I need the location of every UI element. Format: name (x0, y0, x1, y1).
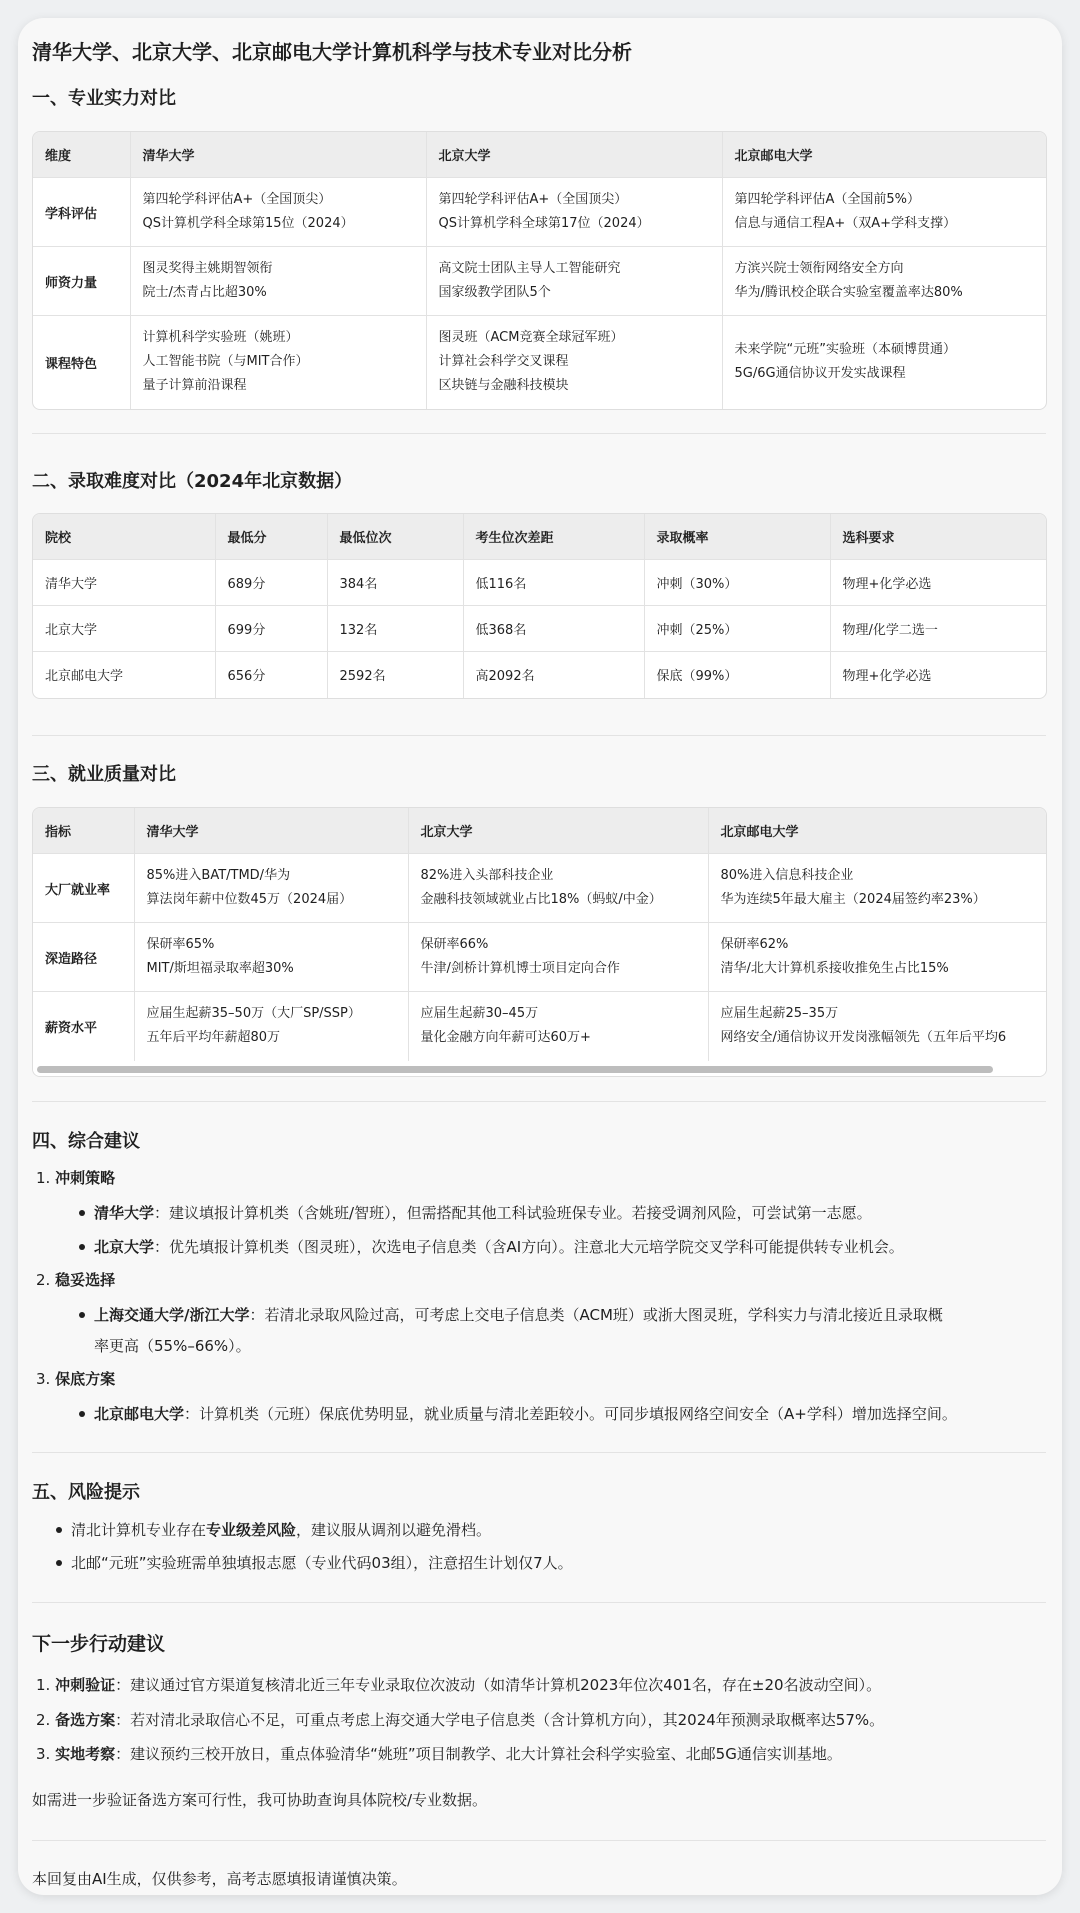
footer-divider (32, 1840, 1046, 1841)
column-header: 最低分 (215, 514, 327, 560)
column-header: 维度 (33, 132, 130, 178)
list-item: 清华大学：建议填报计算机类（含姚班/智班），但需搭配其他工科试验班保专业。若接受调剂风险，可尝试第一志愿。 (94, 1200, 872, 1226)
list-item: 1. 冲刺策略 (36, 1169, 116, 1187)
table-cell: 保研率66% 牛津/剑桥计算机博士项目定向合作 (408, 923, 708, 992)
table-cell: 85%进入BAT/TMD/华为 算法岗年薪中位数45万（2024届） (134, 854, 408, 923)
ai-disclaimer: 本回复由AI生成，仅供参考，高考志愿填报请谨慎决策。 (32, 1870, 407, 1888)
section-heading-admission: 二、录取难度对比（2024年北京数据） (32, 471, 353, 492)
section-divider (32, 1101, 1046, 1102)
table-row (33, 992, 1047, 1061)
table-row (33, 606, 1046, 652)
table-cell: 清华大学 (33, 560, 215, 606)
scrollbar-thumb[interactable] (37, 1066, 993, 1073)
list-item: 北京大学：优先填报计算机类（图灵班），次选电子信息类（含AI方向）。注意北大元培学院交叉学科可能提供转专业机会。 (94, 1234, 904, 1260)
list-item: 3. 保底方案 (36, 1370, 116, 1388)
table-cell: 高2092名 (463, 652, 644, 698)
list-item: 2. 备选方案：若对清北录取信心不足，可重点考虑上海交通大学电子信息类（含计算机方向），其2024年预测录取概率达57%。 (36, 1711, 885, 1729)
table-cell: 物理+化学必选 (830, 560, 1046, 606)
list-item: 清北计算机专业存在专业级差风险，建议服从调剂以避免滑档。 (71, 1517, 491, 1543)
row-header: 师资力量 (33, 247, 130, 316)
column-header: 北京大学 (408, 808, 708, 854)
table-cell: 384名 (327, 560, 463, 606)
row-header: 薪资水平 (33, 992, 134, 1061)
table-header-row (33, 132, 1046, 178)
section-heading-advice: 四、综合建议 (32, 1131, 140, 1152)
section-heading-employment: 三、就业质量对比 (32, 764, 176, 785)
table-row (33, 652, 1046, 698)
table-cell: 应届生起薪25–35万 网络安全/通信协议开发岗涨幅领先（五年后平均6 (720, 1006, 1007, 1046)
employment-table (32, 807, 1047, 1077)
table-cell: 低116名 (463, 560, 644, 606)
column-header: 院校 (33, 514, 215, 560)
table-cell: 计算机科学实验班（姚班） 人工智能书院（与MIT合作） 量子计算前沿课程 (130, 316, 426, 409)
closing-text: 如需进一步验证备选方案可行性，我可协助查询具体院校/专业数据。 (32, 1791, 488, 1809)
row-header: 学科评估 (33, 178, 130, 247)
table-row (33, 923, 1047, 992)
answer-card (18, 18, 1062, 1895)
table-row (33, 854, 1047, 923)
column-header: 清华大学 (130, 132, 426, 178)
table-row (33, 178, 1046, 247)
horizontal-scrollbar[interactable] (33, 1062, 1046, 1076)
section-heading-strength: 一、专业实力对比 (32, 88, 176, 109)
list-item: 2. 稳妥选择 (36, 1271, 116, 1289)
table-cell: 物理/化学二选一 (830, 606, 1046, 652)
section-divider (32, 1452, 1046, 1453)
section-divider (32, 735, 1046, 736)
table-cell: 北京邮电大学 (33, 652, 215, 698)
list-item: 1. 冲刺验证：建议通过官方渠道复核清北近三年专业录取位次波动（如清华计算机2023年位次401名，存在±20名波动空间）。 (36, 1676, 882, 1694)
table-cell: 保研率62% 清华/北大计算机系接收推免生占比15% (708, 923, 1047, 992)
row-header: 课程特色 (33, 316, 130, 409)
table-cell: 80%进入信息科技企业 华为连续5年最大雇主（2024届签约率23%） (708, 854, 1047, 923)
table-cell: 图灵班（ACM竞赛全球冠军班） 计算社会科学交叉课程 区块链与金融科技模块 (426, 316, 722, 409)
table-cell: 北京大学 (33, 606, 215, 652)
table-cell: 保底（99%） (644, 652, 830, 698)
column-header: 北京邮电大学 (708, 808, 1047, 854)
section-divider (32, 433, 1046, 434)
table-cell: 冲刺（25%） (644, 606, 830, 652)
table-cell: 低368名 (463, 606, 644, 652)
table-cell: 物理+化学必选 (842, 669, 932, 685)
strength-table (32, 131, 1047, 410)
table-cell: 应届生起薪30–45万 量化金融方向年薪可达60万+ (408, 992, 708, 1061)
list-item: 北邮“元班”实验班需单独填报志愿（专业代码03组），注意招生计划仅7人。 (71, 1550, 573, 1576)
table-cell: 保研率65% MIT/斯坦福录取率超30% (134, 923, 408, 992)
column-header: 清华大学 (134, 808, 408, 854)
column-header: 北京大学 (426, 132, 722, 178)
table-cell: 冲刺（30%） (644, 560, 830, 606)
table-cell: 未来学院“元班”实验班（本硕博贯通） 5G/6G通信协议开发实战课程 (734, 342, 956, 382)
column-header: 最低位次 (327, 514, 463, 560)
row-header: 大厂就业率 (33, 854, 134, 923)
list-item: 北京邮电大学：计算机类（元班）保底优势明显，就业质量与清北差距较小。可同步填报网络空间安全（A+学科）增加选择空间。 (94, 1401, 957, 1427)
list-item: 3. 实地考察：建议预约三校开放日，重点体验清华“姚班”项目制教学、北大计算社会科学实验室、北邮5G通信实训基地。 (36, 1745, 842, 1763)
table-row (33, 316, 1046, 409)
section-heading-next-steps: 下一步行动建议 (32, 1633, 166, 1655)
table-header-row (33, 808, 1047, 854)
table-cell: 高文院士团队主导人工智能研究 国家级教学团队5个 (426, 247, 722, 316)
column-header: 选科要求 (830, 514, 1046, 560)
table-cell: 第四轮学科评估A（全国前5%） 信息与通信工程A+（双A+学科支撑） (722, 178, 1046, 247)
page-title: 清华大学、北京大学、北京邮电大学计算机科学与技术专业对比分析 (32, 40, 632, 64)
table-cell: 689分 (215, 560, 327, 606)
table-row (33, 247, 1046, 316)
admission-table (32, 513, 1047, 699)
row-header: 深造路径 (33, 923, 134, 992)
table-cell: 132名 (327, 606, 463, 652)
employment-table-scroll-area[interactable] (33, 808, 1047, 1061)
table-cell: 第四轮学科评估A+（全国顶尖） QS计算机学科全球第17位（2024） (426, 178, 722, 247)
section-heading-risk: 五、风险提示 (32, 1482, 140, 1503)
table-cell: 第四轮学科评估A+（全国顶尖） QS计算机学科全球第15位（2024） (130, 178, 426, 247)
table-cell: 图灵奖得主姚期智领衔 院士/杰青占比超30% (130, 247, 426, 316)
column-header: 指标 (33, 808, 134, 854)
column-header: 北京邮电大学 (722, 132, 1046, 178)
table-cell: 方滨兴院士领衔网络安全方向 华为/腾讯校企联合实验室覆盖率达80% (722, 247, 1046, 316)
table-header-row (33, 514, 1046, 560)
table-cell: 656分 (215, 652, 327, 698)
list-item: 上海交通大学/浙江大学：若清北录取风险过高，可考虑上交电子信息类（ACM班）或浙大图灵班，学科实力与清北接近且录取概 (94, 1302, 943, 1328)
column-header: 录取概率 (644, 514, 830, 560)
table-cell: 应届生起薪35–50万（大厂SP/SSP） 五年后平均年薪超80万 (134, 992, 408, 1061)
table-cell: 2592名 (327, 652, 463, 698)
section-divider (32, 1602, 1046, 1603)
table-row (33, 560, 1046, 606)
column-header: 考生位次差距 (463, 514, 644, 560)
table-cell: 82%进入头部科技企业 金融科技领域就业占比18%（蚂蚁/中金） (408, 854, 708, 923)
table-cell: 699分 (215, 606, 327, 652)
list-item-continuation: 率更高（55%–66%）。 (94, 1337, 251, 1355)
